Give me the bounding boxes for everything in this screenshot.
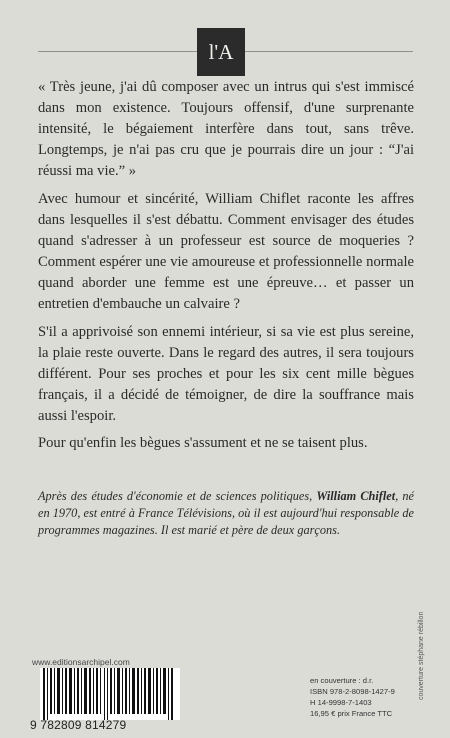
author-bio	[38, 488, 414, 539]
paragraph-text: Pour qu'enfin les bègues s'assument et ne se taisent plus.	[38, 435, 368, 451]
barcode-digits: 9 782809 814279	[30, 718, 127, 732]
product-code: H 14-9998-7-1403	[310, 698, 372, 707]
bio-after: , né en 1970, est entré à France Télévisions, où il est aujourd'hui responsable de programmes magazines. Il est marié et père de deux garçons.	[38, 489, 414, 537]
publication-info	[310, 675, 395, 719]
publisher-url[interactable]: www.editionsarchipel.com	[32, 657, 130, 667]
paragraph-text: « Très jeune, j'ai dû composer avec un intrus qui s'est immiscé dans mon existence. Toujours offensif, d'une surprenante intensité, le bégaiement interfère dans tout, sans trêve. Longtemps, je n'ai pas cru que je pourrais dire un jour : “J'ai réussi ma vie.” »	[38, 79, 414, 179]
bio-before: Après des études d'économie et de sciences politiques,	[38, 489, 317, 503]
paragraph-text: S'il a apprivoisé son ennemi intérieur, si sa vie est plus sereine, la plaie reste ouverte. Dans le regard des autres, il sera toujours différent. Pour ses proches et pour les six cent mille bègues français, il a décidé de témoigner, de dire la souffrance mais aussi l'espoir.	[38, 324, 414, 424]
quote-paragraph	[38, 77, 414, 182]
author-name: William Chiflet	[316, 489, 396, 503]
photo-credit: couverture stéphane rébillon	[418, 611, 425, 700]
summary-paragraph	[38, 189, 414, 315]
isbn: ISBN 978-2-8098-1427-9	[310, 687, 395, 696]
barcode	[30, 668, 185, 730]
barcode-bars	[40, 668, 180, 720]
summary-paragraph-2	[38, 322, 414, 427]
publisher-logo	[197, 28, 245, 76]
closing-paragraph	[38, 433, 414, 454]
price: 16,95 € prix France TTC	[310, 709, 393, 718]
logo-rule-left	[38, 51, 197, 52]
publisher-logo-text: l'A	[208, 39, 234, 64]
paragraph-text: Avec humour et sincérité, William Chiflet raconte les affres dans lesquelles il s'est débattu. Comment envisager des études quand s'adresser à un professeur est source de moqueries ? Comment espérer une vie amoureuse et professionnelle normale quand aborder une femme est une épreuve… et passer un entretien d'embauche un calvaire ?	[38, 191, 414, 312]
cover-credit: en couverture : d.r.	[310, 676, 374, 685]
logo-rule-right	[245, 51, 413, 52]
